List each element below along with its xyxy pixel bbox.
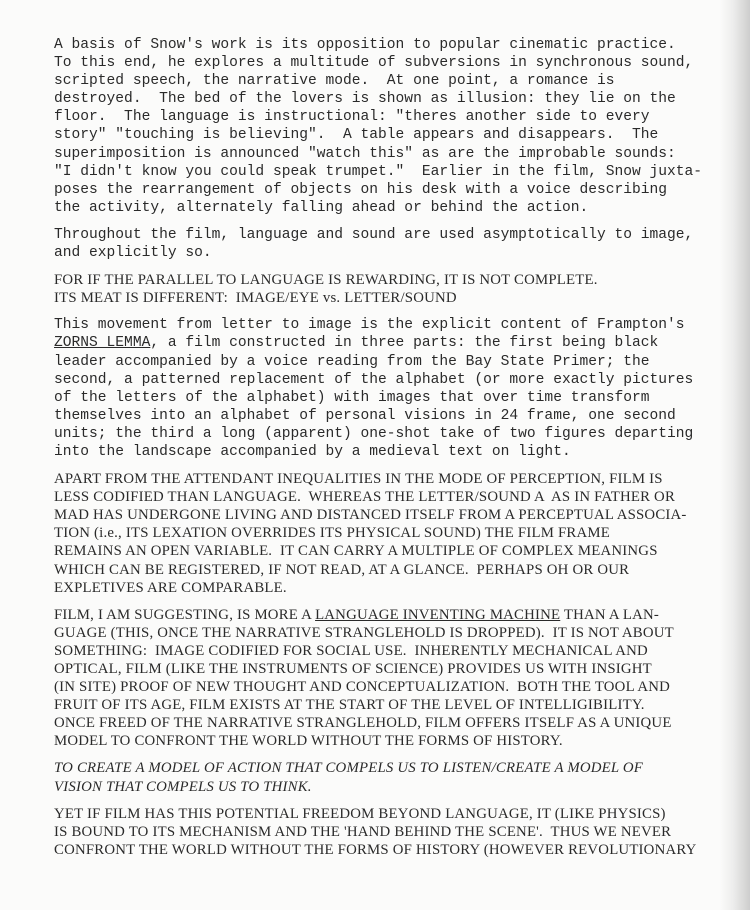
text-line: REMAINS AN OPEN VARIABLE. IT CAN CARRY A MULTIPLE OF COMPLEX MEANINGS bbox=[54, 543, 658, 560]
text-line: CONFRONT THE WORLD WITHOUT THE FORMS OF HISTORY (HOWEVER REVOLUTIONARY bbox=[54, 841, 697, 858]
film-title-underlined: ZORNS LEMMA bbox=[54, 335, 151, 352]
text-line: (IN SITE) PROOF OF NEW THOUGHT AND CONCEPTUALIZATION. BOTH THE TOOL AND bbox=[54, 679, 670, 696]
underlined-phrase: LANGUAGE INVENTING MACHINE bbox=[315, 606, 561, 623]
paragraph-throughout bbox=[54, 226, 730, 262]
text-line: the activity, alternately falling ahead or behind the action. bbox=[54, 199, 589, 216]
text-line: second, a patterned replacement of the alphabet (or more exactly pictures bbox=[54, 371, 694, 388]
text-line: FOR IF THE PARALLEL TO LANGUAGE IS REWARDING, IT IS NOT COMPLETE. bbox=[54, 272, 598, 289]
text-line: ONCE FREED OF THE NARRATIVE STRANGLEHOLD, FILM OFFERS ITSELF AS A UNIQUE bbox=[54, 715, 672, 732]
text-line: EXPLETIVES ARE COMPARABLE. bbox=[54, 579, 287, 596]
paragraph-snow-intro bbox=[54, 36, 730, 217]
text-line: APART FROM THE ATTENDANT INEQUALITIES IN THE MODE OF PERCEPTION, FILM IS bbox=[54, 471, 663, 488]
text-line: and explicitly so. bbox=[54, 245, 212, 262]
text-line: themselves into an alphabet of personal visions in 24 frame, one second bbox=[54, 407, 676, 424]
text-line: MODEL TO CONFRONT THE WORLD WITHOUT THE FORMS OF HISTORY. bbox=[54, 733, 563, 750]
paragraph-create-model bbox=[54, 759, 730, 795]
text-line: This movement from letter to image is the explicit content of Frampton's bbox=[54, 317, 685, 334]
text-line bbox=[54, 334, 730, 352]
text-line: story" "touching is believing". A table appears and disappears. The bbox=[54, 127, 659, 144]
text-line: leader accompanied by a voice reading from the Bay State Primer; the bbox=[54, 353, 650, 370]
paragraph-frampton bbox=[54, 316, 730, 461]
text-line: floor. The language is instructional: "theres another side to every bbox=[54, 109, 650, 126]
text-column bbox=[54, 36, 730, 868]
text-line: units; the third a long (apparent) one-shot take of two figures departing bbox=[54, 425, 694, 442]
text-segment: , a film constructed in three parts: the first being black bbox=[150, 335, 659, 352]
text-line: LESS CODIFIED THAN LANGUAGE. WHEREAS THE LETTER/SOUND A AS IN FATHER OR bbox=[54, 489, 676, 506]
text-line: scripted speech, the narrative mode. At one point, a romance is bbox=[54, 73, 615, 90]
text-line: IS BOUND TO ITS MECHANISM AND THE 'HAND BEHIND THE SCENE'. THUS WE NEVER bbox=[54, 823, 672, 840]
paragraph-suggesting bbox=[54, 606, 730, 751]
text-line: OPTICAL, FILM (LIKE THE INSTRUMENTS OF SCIENCE) PROVIDES US WITH INSIGHT bbox=[54, 661, 652, 677]
paragraph-yet-if bbox=[54, 805, 730, 859]
text-line: Throughout the film, language and sound are used asymptotically to image, bbox=[54, 226, 694, 243]
text-line: A basis of Snow's work is its opposition to popular cinematic practice. bbox=[54, 37, 676, 53]
text-line: destroyed. The bed of the lovers is shown as illusion: they lie on the bbox=[54, 91, 676, 108]
text-line: GUAGE (THIS, ONCE THE NARRATIVE STRANGLEHOLD IS DROPPED). IT IS NOT ABOUT bbox=[54, 624, 674, 641]
paragraph-attendant bbox=[54, 470, 730, 597]
text-line: poses the rearrangement of objects on his desk with a voice describing bbox=[54, 181, 668, 198]
text-line: FRUIT OF ITS AGE, FILM EXISTS AT THE START OF THE LEVEL OF INTELLIGIBILITY. bbox=[54, 697, 645, 714]
text-line: TION (i.e., ITS LEXATION OVERRIDES ITS PHYSICAL SOUND) THE FILM FRAME bbox=[54, 525, 610, 542]
text-line: into the landscape accompanied by a medieval text on light. bbox=[54, 443, 571, 460]
text-line: WHICH CAN BE REGISTERED, IF NOT READ, AT A GLANCE. PERHAPS OH OR OUR bbox=[54, 561, 630, 578]
text-line: To this end, he explores a multitude of subversions in synchronous sound, bbox=[54, 55, 694, 72]
paragraph-parallel bbox=[54, 271, 730, 307]
text-line bbox=[54, 606, 730, 624]
text-segment: THAN A LAN- bbox=[560, 606, 659, 623]
text-segment: FILM, I AM SUGGESTING, IS MORE A bbox=[54, 606, 316, 623]
text-line: MAD HAS UNDERGONE LIVING AND DISTANCED ITSELF FROM A PERCEPTUAL ASSOCIA- bbox=[54, 507, 687, 524]
text-line: TO CREATE A MODEL OF ACTION THAT COMPELS US TO LISTEN/CREATE A MODEL OF bbox=[54, 760, 644, 777]
text-line: "I didn't know you could speak trumpet." Earlier in the film, Snow juxta- bbox=[54, 163, 703, 180]
text-line: VISION THAT COMPELS US TO THINK. bbox=[54, 778, 312, 795]
text-line: of the letters of the alphabet) with images that over time transform bbox=[54, 389, 650, 406]
text-line: superimposition is announced "watch this" as are the improbable sounds: bbox=[54, 145, 676, 162]
text-line: SOMETHING: IMAGE CODIFIED FOR SOCIAL USE. INHERENTLY MECHANICAL AND bbox=[54, 642, 648, 659]
text-line: ITS MEAT IS DIFFERENT: IMAGE/EYE vs. LETTER/SOUND bbox=[54, 290, 457, 307]
text-line: YET IF FILM HAS THIS POTENTIAL FREEDOM BEYOND LANGUAGE, IT (LIKE PHYSICS) bbox=[54, 805, 666, 822]
